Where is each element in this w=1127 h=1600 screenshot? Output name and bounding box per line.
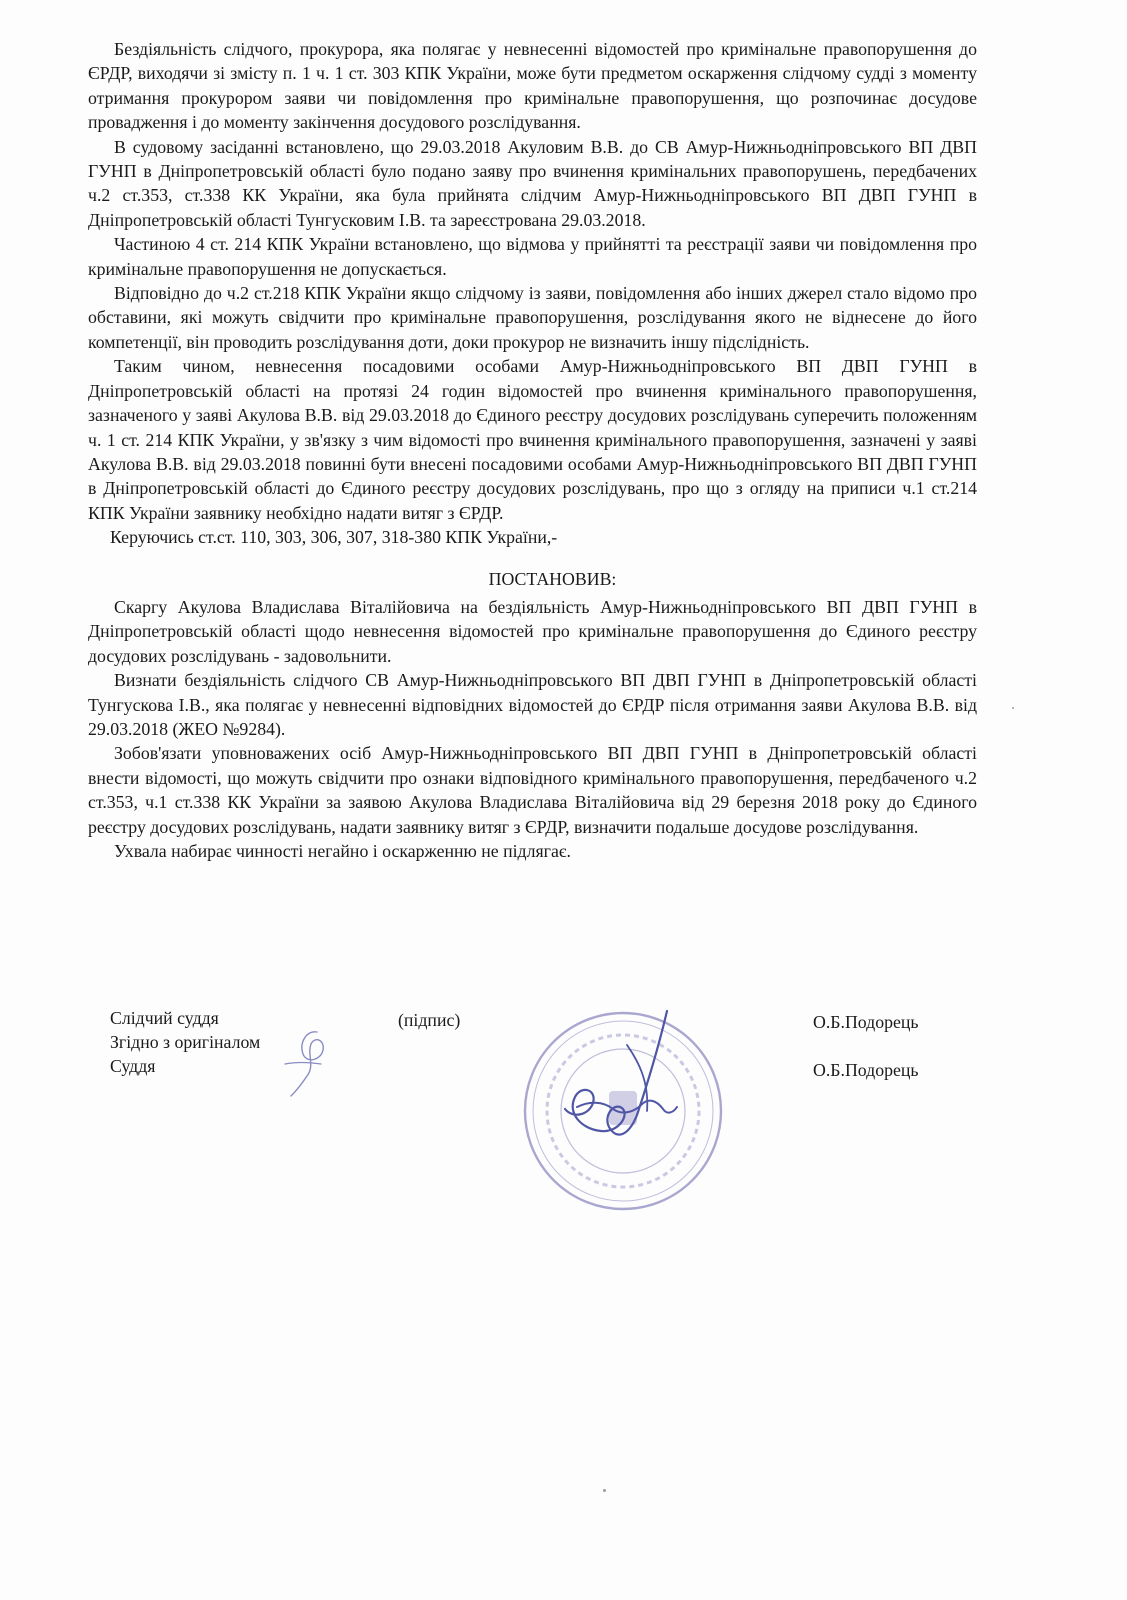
paragraph-article-218: Відповідно до ч.2 ст.218 КПК України якщо слідчому із заяви, повідомлення або інших джерел стало відомо про обставини, які можуть свідчити про кримінальне правопорушення, розслідування якого не віднесене до його компетенції, він проводить розслідування доти, доки прокурор не визначить іншу підслідність.	[88, 283, 977, 352]
resolution-item-satisfy: Скаргу Акулова Владислава Віталійовича на бездіяльність Амур-Нижньодніпровського ВП ДВП ГУНП в Дніпропетровській області щодо невнесення відомостей про кримінальне правопорушення до Єдиного реєстру досудових розслідувань - задовольнити.	[88, 596, 977, 666]
judge2-label: Суддя	[110, 1056, 156, 1076]
paragraph-court-findings: В судовому засіданні встановлено, що 29.03.2018 Акуловим В.В. до СВ Амур-Нижньодніпровського ВП ДВП ГУНП в Дніпропетровській області було подано заяву про вчинення кримінальних правопорушень, передбачених ч.2 ст.353, ст.338 КК України, яка була прийнята слідчим Амур-Нижньодніпровського ВП ДВП ГУНП в Дніпропетровській області Тунгусковим І.В. та зареєстрована 29.03.2018.	[88, 136, 977, 230]
copy-certified-label: Згідно з оригіналом	[110, 1032, 261, 1052]
judge-name: О.Б.Подорець	[813, 1012, 919, 1032]
resolution-item-oblige: Зобов'язати уповноважених осіб Амур-Нижньодніпровського ВП ДВП ГУНП в Дніпропетровській області внести відомості, що можуть свідчити про ознаки відповідного кримінального правопорушення, передбаченого ч.2 ст.353, ч.1 ст.338 КК України за заявою Акулова Владислава Віталійовича від 29 березня 2018 року до Єдиного реєстру досудових розслідувань, надати заявнику витяг з ЄРДР, визначити подальше досудове розслідування.	[88, 743, 977, 837]
paragraph-article-214: Частиною 4 ст. 214 КПК України встановлено, що відмова у прийнятті та реєстрації заяви чи повідомлення про кримінальне правопорушення не допускається.	[88, 234, 977, 279]
paragraph-conclusion: Таким чином, невнесення посадовими особами Амур-Нижньодніпровського ВП ДВП ГУНП в Дніпропетровській області на протязі 24 годин відомостей про вчинення кримінального правопорушення, зазначеного у заяві Акулова В.В. від 29.03.2018 до Єдиного реєстру досудових розслідувань суперечить положенням ч. 1 ст. 214 КПК України, у зв'язку з чим відомості про вчинення кримінального правопорушення, зазначені у заяві Акулова В.В. від 29.03.2018 повинні бути внесені посадовими особами Амур-Нижньодніпровського ВП ДВП ГУНП в Дніпропетровській області до Єдиного реєстру досудових розслідувань, про що з огляду на приписи ч.1 ст.214 КПК України заявнику необхідно надати витяг з ЄРДР.	[88, 356, 977, 523]
paragraph-inaction-definition: Бездіяльність слідчого, прокурора, яка полягає у невнесенні відомостей про кримінальне правопорушення до ЄРДР, виходячи зі змісту п. 1 ч. 1 ст. 303 КПК України, може бути предметом оскарження слідчому судді з моменту отримання прокурором заяви чи повідомлення про кримінальне правопорушення, що розпочинає досудове провадження і до моменту закінчення досудового розслідування.	[88, 39, 977, 133]
judge-name-copy: О.Б.Подорець	[813, 1060, 919, 1080]
resolution-item-recognize: Визнати бездіяльність слідчого СВ Амур-Нижньодніпровського ВП ДВП ГУНП в Дніпропетровській області Тунгускова І.В., яка полягає у невнесенні відповідних відомостей до ЄРДР після отримання заяви Акулова В.В. від 29.03.2018 (ЖЕО №9284).	[88, 670, 977, 739]
paragraph-legal-basis: Керуючись ст.ст. 110, 303, 306, 307, 318-380 КПК України,-	[110, 527, 558, 548]
resolution-item-effect: Ухвала набирає чинності негайно і оскарженню не підлягає.	[114, 841, 571, 861]
judge-label: Слідчий суддя	[110, 1008, 219, 1028]
resolution-heading: ПОСТАНОВИВ:	[488, 568, 617, 589]
document-body	[88, 37, 977, 863]
scan-speck	[603, 1489, 606, 1492]
court-seal-icon	[517, 1005, 729, 1217]
signature-placeholder: (підпис)	[398, 1010, 461, 1030]
scan-speck	[1012, 707, 1014, 709]
handwritten-initial-icon	[277, 1020, 347, 1100]
